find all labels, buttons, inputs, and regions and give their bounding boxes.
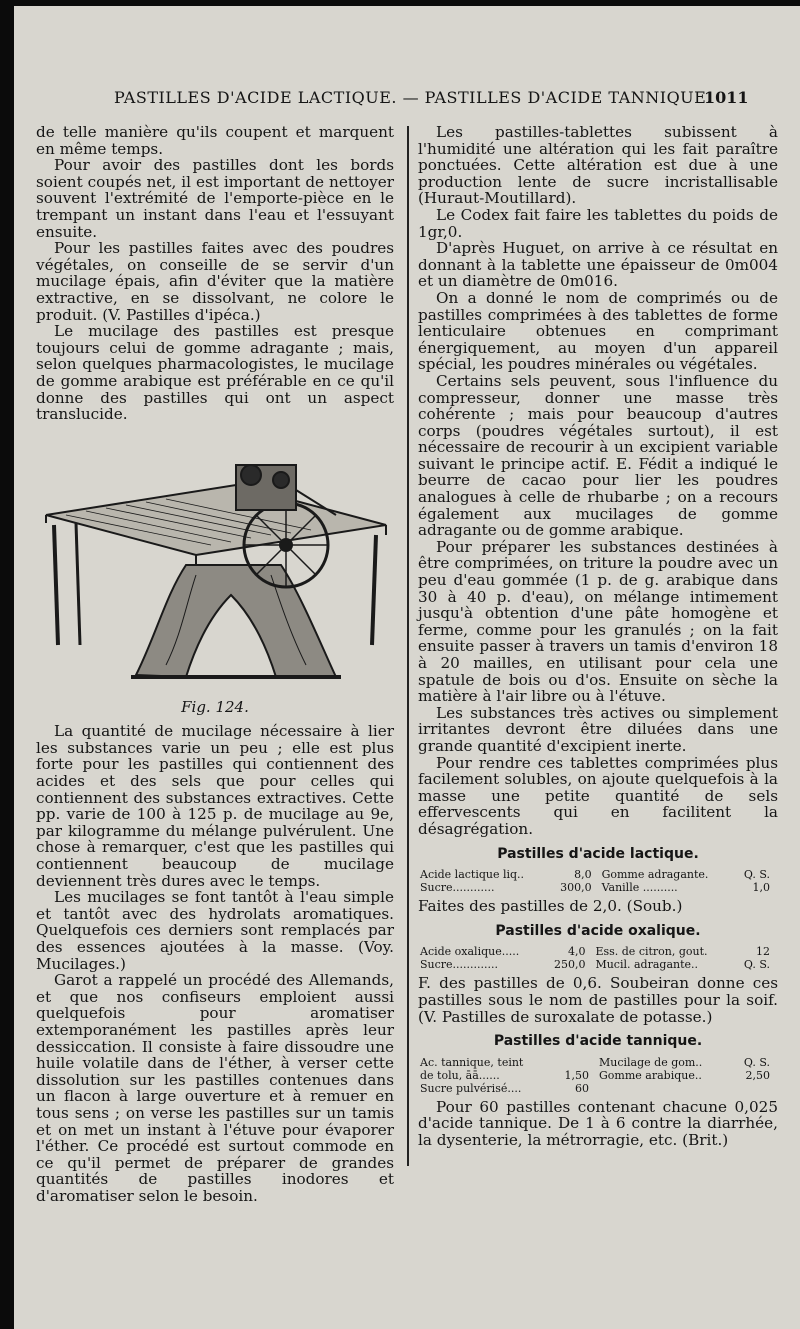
paragraph: On a donné le nom de comprimés ou de pastilles comprimées à des tablettes de forme lenticulaire obtenues en comprimant énergiquement, au moyen d'un appareil spécial, les poudres minérales ou végétales. <box>418 288 778 374</box>
table-cell: 250,0 <box>553 958 586 972</box>
paragraph: Le mucilage des pastilles est presque toujours celui de gomme adragante ; mais, selon quelques pharmacologistes, le mucilage de gomme arabique est préférable en ce qu'il donne des pastilles qui ont un aspect translucide. <box>36 322 394 424</box>
table-cell: 60 <box>575 1081 590 1095</box>
recipe-title: Pastilles d'acide tannique. <box>493 1033 703 1050</box>
paragraph: Les pastilles-tablettes subissent à l'humidité une altération qui les fait paraître ponctuées. Cette altération est due à une production lente de sucre incristallisable (Huraut-Moutillard). <box>418 123 778 208</box>
table-row <box>418 881 778 894</box>
table-cell: Sucre pulvérisé.... <box>420 1081 522 1095</box>
recipe-note: F. des pastilles de 0,6. Soubeiran donne ces pastilles sous le nom de pastilles pour la soif. (V. Pastilles de suroxalate de potasse.) <box>418 974 778 1026</box>
table-row <box>418 1082 778 1095</box>
machine-engraving <box>36 445 394 695</box>
recipe-title: Pastilles d'acide oxalique. <box>495 922 701 939</box>
table-cell: Q. S. <box>743 868 770 882</box>
column-divider <box>407 126 409 1166</box>
table-cell: Acide oxalique..... <box>420 945 520 959</box>
table-cell: Acide lactique liq.. <box>420 868 525 882</box>
paragraph: de telle manière qu'ils coupent et marquent en même temps. <box>36 123 394 158</box>
table-cell: Ess. de citron, gout. <box>595 945 708 959</box>
figure-pastille-machine <box>36 445 394 695</box>
figure-caption: Fig. 124. <box>181 697 249 716</box>
paragraph: Pour préparer les substances destinées à être comprimées, on triture la poudre avec un peu d'eau gommée (1 p. de g. arabique dans 30 à 40 p. d'eau), on mélange intimement jusqu'à obtention d'une pâte homogène et ferme, comme pour les granulés ; on la fait ensuite passer à travers un tamis d'environ 18 à 20 mailles, en utilisant pour cela une spatule de bois ou d'os. Ensuite on sèche la matière à l'air libre ou à l'étuve. <box>418 537 778 706</box>
table-cell: 2,50 <box>745 1068 770 1082</box>
table-row <box>418 945 778 958</box>
running-header <box>14 88 800 114</box>
table-row <box>418 1056 778 1069</box>
table-cell: 4,0 <box>567 945 586 959</box>
paragraph: Les substances très actives ou simplement irritantes devront être diluées dans une grande quantité d'excipient inerte. <box>418 703 778 755</box>
paragraph: Certains sels peuvent, sous l'influence du compresseur, donner une masse très cohérente ; mais pour beaucoup d'autres corps (poudres végétales surtout), il est nécessaire de recourir à un excipient variable suivant le principe actif. E. Fédit a indiqué le beurre de cacao pour lier les poudres analogues à celle de rhubarbe ; on a recours également aux mucilages de gomme adragante ou de gomme arabique. <box>418 371 778 540</box>
table-row <box>418 958 778 971</box>
table-cell <box>732 1082 778 1095</box>
table-cell: 1,0 <box>752 881 770 895</box>
table-cell: Mucil. adragante.. <box>595 958 699 972</box>
recipe-note: Pour 60 pastilles contenant chacune 0,025 d'acide tannique. De 1 à 6 contre la diarrhée, la dysenterie, la métrorragie, etc. (Brit.) <box>418 1097 778 1149</box>
paragraph: Le Codex fait faire les tablettes du poids de 1gr,0. <box>418 205 778 241</box>
paragraph: La quantité de mucilage nécessaire à lier les substances varie un peu ; elle est plus forte pour les pastilles qui contiennent des acides et des sels que pour celles qui contiennent des substances extractives. Cette pp. varie de 100 à 125 p. de mucilage au 9e, par kilogramme du mélange pulvérulent. Une chose à remarquer, c'est que les pastilles qui contiennent beaucoup de mucilage deviennent très dures avec le temps. <box>36 722 394 890</box>
right-column <box>418 124 778 1148</box>
recipe-title: Pastilles d'acide lactique. <box>497 845 699 862</box>
recipe-note: Faites des pastilles de 2,0. (Soub.) <box>418 897 683 916</box>
header-title: PASTILLES D'ACIDE LACTIQUE. — PASTILLES D'ACIDE TANNIQUE. <box>114 88 712 107</box>
page-number: 1011 <box>704 88 749 107</box>
table-cell: 300,0 <box>560 881 592 895</box>
paragraph: D'après Huguet, on arrive à ce résultat en donnant à la tablette une épaisseur de 0m004 et un diamètre de 0m016. <box>418 239 778 291</box>
table-cell: Ac. tannique, teint <box>420 1055 524 1069</box>
table-cell: Vanille .......... <box>601 881 678 895</box>
recipe-table <box>418 1056 778 1095</box>
table-cell: Gomme arabique.. <box>599 1068 702 1082</box>
paragraph: Les mucilages se font tantôt à l'eau simple et tantôt avec des hydrolats aromatiques. Quelquefois ces derniers sont remplacés par des essences ajoutées à la masse. (Voy. Mucilages.) <box>36 888 394 973</box>
table-cell: Mucilage de gom.. <box>599 1055 703 1069</box>
paragraph: Pour les pastilles faites avec des poudres végétales, on conseille de se servir d'un mucilage épais, afin d'éviter que la matière extractive, en se dissolvant, ne colore le produit. (V. Pastilles d'ipéca.) <box>36 239 394 324</box>
table-cell: 12 <box>756 945 770 959</box>
table-row <box>418 868 778 881</box>
table-cell: Q. S. <box>743 958 770 972</box>
table-cell: de tolu, āā...... <box>420 1068 500 1082</box>
table-cell: Sucre............. <box>420 958 499 972</box>
paragraph: Pour avoir des pastilles dont les bords soient coupés net, il est important de nettoyer souvent l'extrémité de l'emporte-pièce en le trempant un instant dans l'eau et l'essuyant ensuite. <box>36 156 394 241</box>
table-cell: 1,50 <box>564 1068 590 1082</box>
book-page <box>14 6 800 1329</box>
paragraph: Pour rendre ces tablettes comprimées plus facilement solubles, on ajoute quelquefois à la masse une petite quantité de sels effervescents qui en facilitent la désagrégation. <box>418 753 778 838</box>
table-cell: Q. S. <box>743 1055 770 1069</box>
recipe-table <box>418 945 778 971</box>
table-cell <box>553 1056 597 1069</box>
recipe-table <box>418 868 778 894</box>
table-cell: Sucre............ <box>420 881 495 895</box>
paragraph: Garot a rappelé un procédé des Allemands, et que nos confiseurs emploient aussi quelquefois pour aromatiser extemporanément les pastilles après leur dessiccation. Il consiste à faire dissoudre une huile volatile dans de l'éther, à verser cette dissolution sur les pastilles contenues dans un flacon à large ouverture et à remuer en tous sens ; on verse les pastilles sur un tamis et on met un instant à l'étuve pour évaporer l'éther. Ce procédé est surtout commode en ce qu'il permet de préparer de grandes quantités de pastilles inodores et d'aromatiser selon le besoin. <box>36 971 394 1205</box>
left-column <box>36 124 394 1205</box>
table-row <box>418 1069 778 1082</box>
table-cell <box>597 1082 732 1095</box>
table-cell: 8,0 <box>574 868 592 882</box>
table-cell: Gomme adragante. <box>601 868 709 882</box>
